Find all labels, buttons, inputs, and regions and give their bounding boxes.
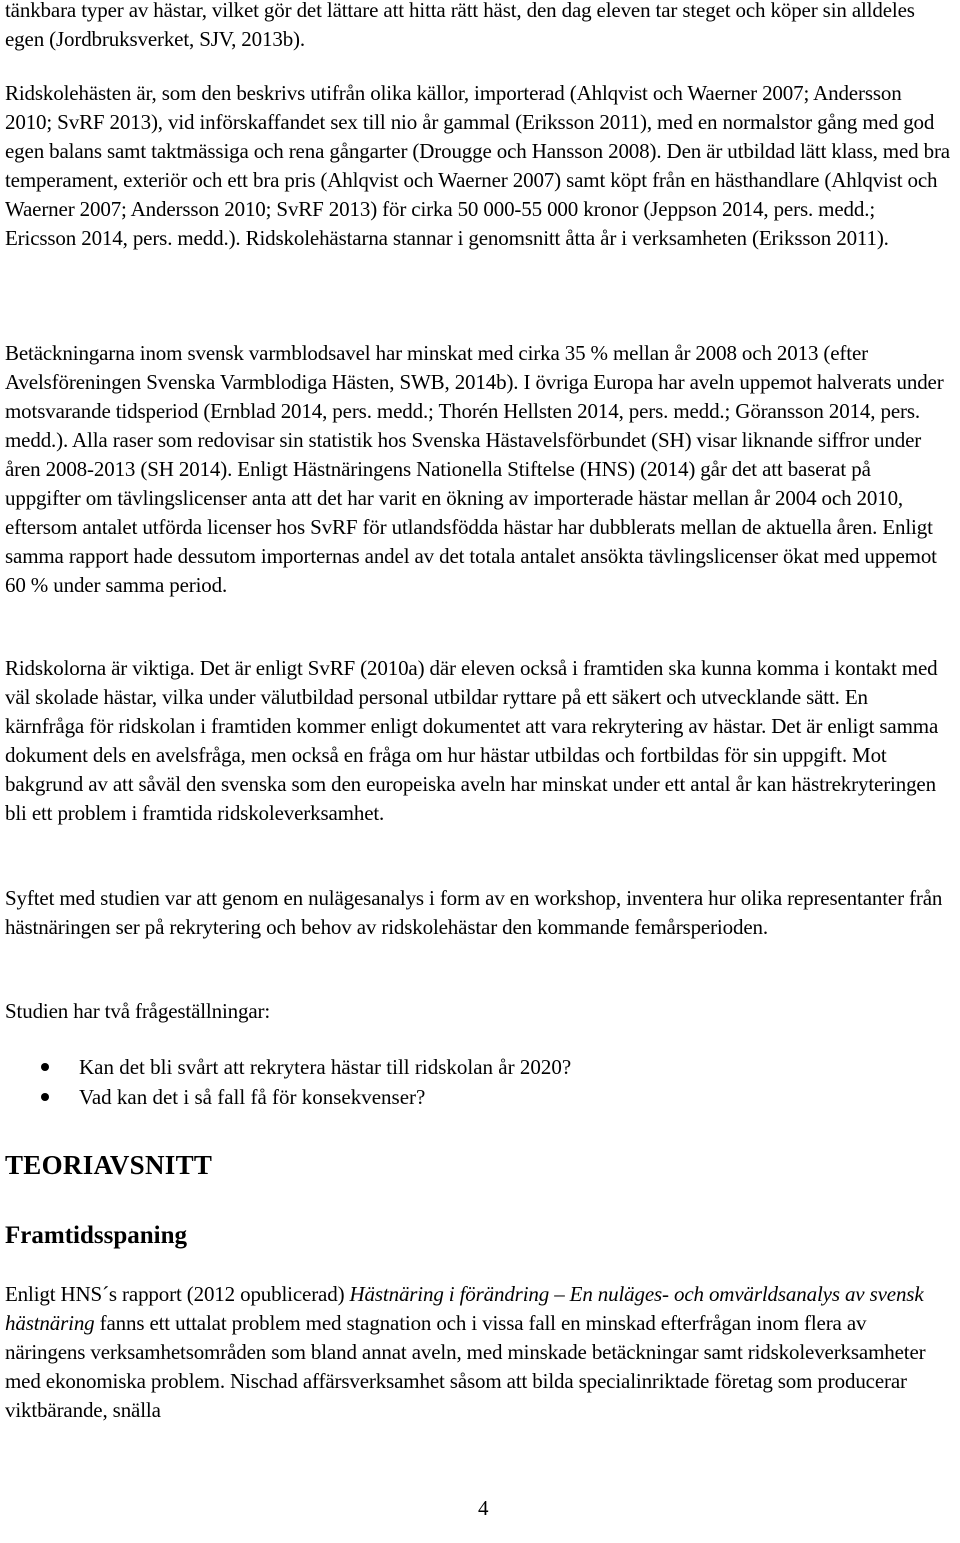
subsection-heading: Framtidsspaning (5, 1222, 187, 1249)
section-heading: TEORIAVSNITT (5, 1150, 213, 1180)
question-text: Kan det bli svårt att rekrytera hästar till ridskolan år 2020? (79, 1055, 572, 1079)
paragraph-research-questions-intro: Studien har två frågeställningar: (5, 999, 271, 1023)
bullet-icon (41, 1063, 49, 1071)
question-text: Vad kan det i så fall få för konsekvenser? (79, 1085, 426, 1109)
paragraph-riding-school-horse: Ridskolehästen är, som den beskrivs utifrån olika källor, importerad (Ahlqvist och Waerner 2007; Andersson 2010; SvRF 2013), vid införskaffandet sex till nio år gammal (Eriksson 2011), med en normalstor gång med god egen balans samt taktmässiga och rena gångarter (Drougge och Hansson 2008). Den är utbildad lätt klass, med bra temperament, exteriör och ett bra pris (Ahlqvist och Waerner 2007) samt köpt från en hästhandlare (Ahlqvist och Waerner 2007; Andersson 2010; SvRF 2013) för cirka 50 000-55 000 kronor (Jeppson 2014, pers. medd.; Ericsson 2014, pers. medd.). Ridskolehästarna stannar i genomsnitt åtta år i verksamheten (Eriksson 2011). (5, 81, 950, 250)
page-number: 4 (478, 1496, 489, 1520)
bullet-icon (41, 1093, 49, 1101)
paragraph-breeding-statistics: Betäckningarna inom svensk varmblodsavel har minskat med cirka 35 % mellan år 2008 och 2013 (efter Avelsföreningen Svenska Varmblodiga Hästen, SWB, 2014b). I övriga Europa har aveln uppemot halverats under motsvarande tidsperiod (Ernblad 2014, pers. medd.; Thorén Hellsten 2014, pers. medd.; Göransson 2014, pers. medd.). Alla raser som redovisar sin statistik hos Svenska Hästavelsförbundet (SH) visar liknande siffror under åren 2008-2013 (SH 2014). Enligt Hästnäringens Nationella Stiftelse (HNS) (2014) går det att baserat på uppgifter om tävlingslicenser anta att det har varit en ökning av importerade hästar mellan år 2004 och 2010, eftersom antalet utförda licenser hos SvRF för utlandsfödda hästar har dubblerats mellan de aktuella åren. Enligt samma rapport hade dessutom importernas andel av det totala antalet ansökta tävlingslicenser ökat med uppemot 60 % under samma period. (5, 341, 944, 597)
paragraph-riding-schools-important: Ridskolorna är viktiga. Det är enligt SvRF (2010a) där eleven också i framtiden ska kunna komma i kontakt med väl skolade hästar, vilka under välutbildad personal utbildar ryttare på ett säkert och utvecklande sätt. En kärnfråga för ridskolan i framtiden kommer enligt dokumentet att vara rekrytering av hästar. Det är enligt samma dokument dels en avelsfråga, men också en fråga om hur hästar utbildas och fortbildas för sin uppgift. Mot bakgrund av att såväl den svenska som den europeiska aveln har minskat under ett antal år kan hästrekryteringen bli ett problem i framtida ridskoleverksamhet. (5, 656, 939, 825)
intro-paragraph: tänkbara typer av hästar, vilket gör det lättare att hitta rätt häst, den dag eleven tar steget och köper sin alldeles egen (Jordbruksverket, SJV, 2013b). (5, 0, 915, 51)
list-item (5, 1052, 950, 1082)
paragraph-future-outlook (5, 1280, 950, 1425)
paragraph-text-end: fanns ett uttalat problem med stagnation och i vissa fall en minskad efterfrågan inom flera av näringens verksamhetsområden som bland annat aveln, med minskade betäckningar samt ridskoleverksamheter med ekonomiska problem. Nischad affärsverksamhet såsom att bilda specialinriktade företag som producerar viktbärande, snälla (5, 1311, 926, 1422)
paragraph-study-purpose: Syftet med studien var att genom en nulägesanalys i form av en workshop, inventera hur olika representanter från hästnäringen ser på rekrytering och behov av ridskolehästar den kommande femårsperioden. (5, 886, 943, 939)
paragraph-text-start: Enligt HNS´s rapport (2012 opublicerad) (5, 1282, 350, 1306)
report-title: Hästnäring i förändring – En nuläges- och omvärldsanalys av svensk hästnäring (5, 1282, 924, 1335)
research-questions-list (5, 1052, 950, 1112)
list-item (5, 1082, 950, 1112)
